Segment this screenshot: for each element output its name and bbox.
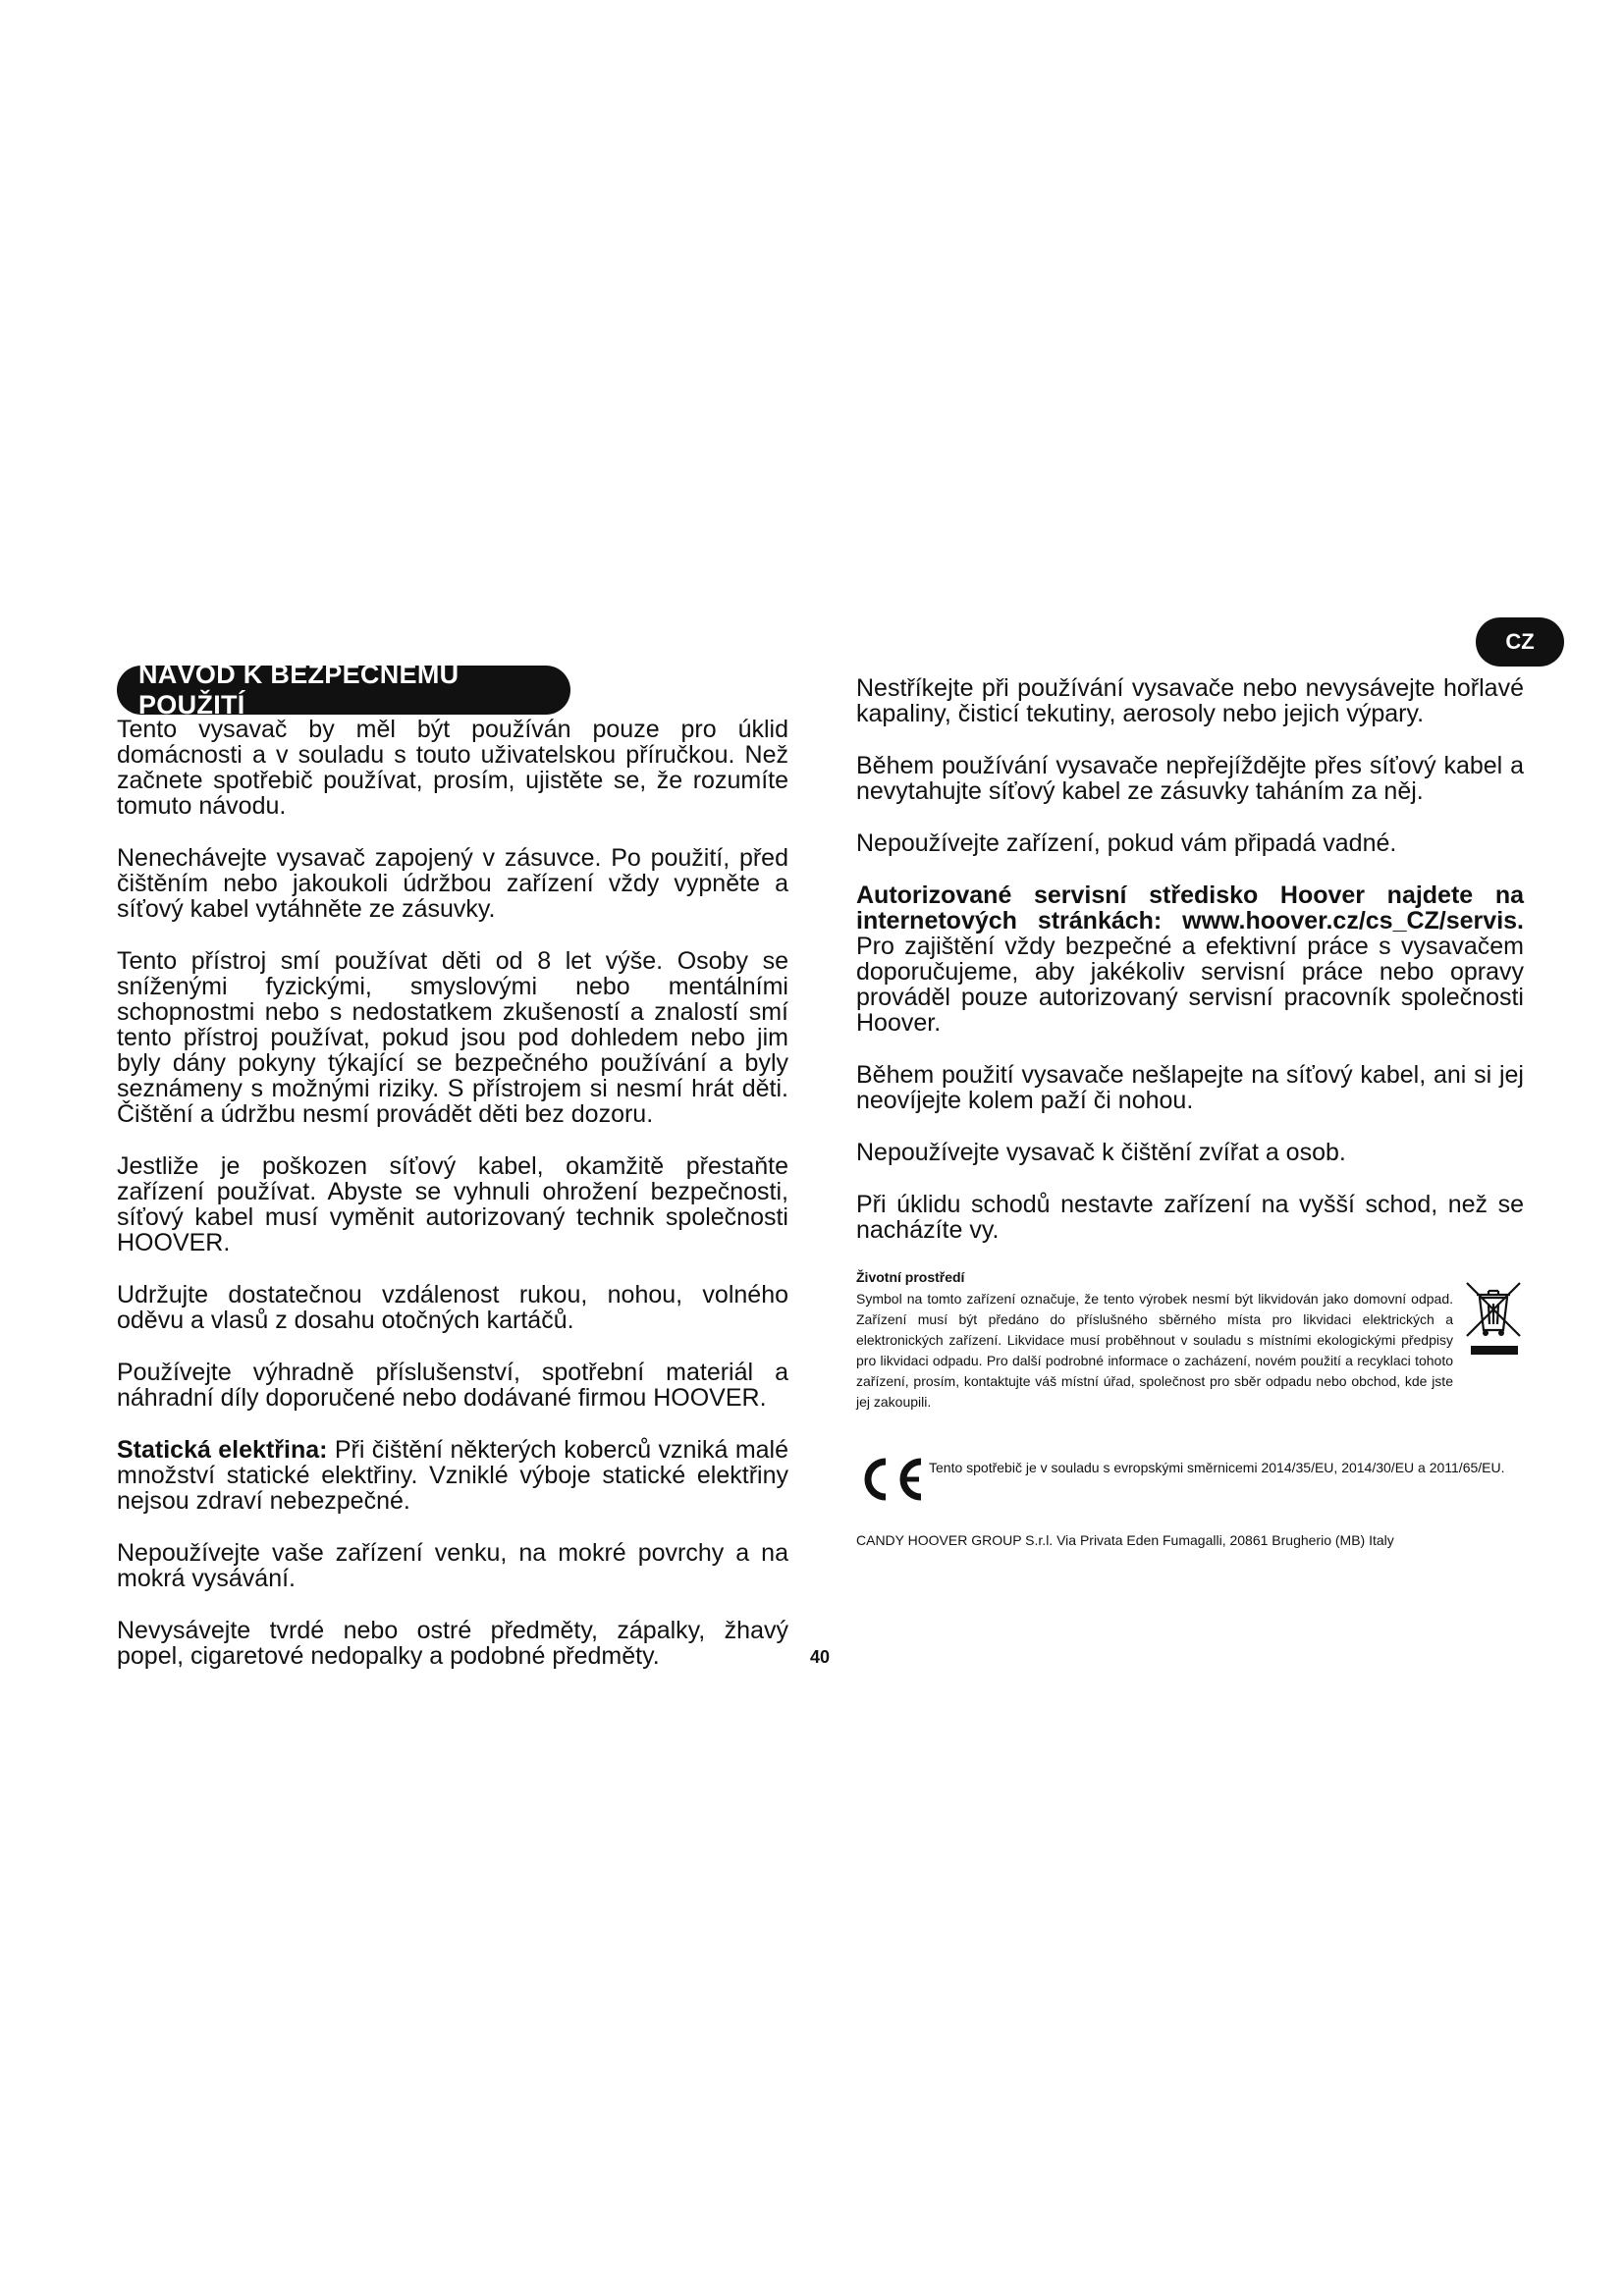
manufacturer-address: CANDY HOOVER GROUP S.r.l. Via Privata Eden Fumagalli, 20861 Brugherio (MB) Italy [856, 1532, 1394, 1548]
paragraph-outdoor: Nepoužívejte vaše zařízení venku, na mokré povrchy a na mokrá vysávání. [117, 1539, 788, 1592]
environment-section [856, 1269, 1524, 1413]
paragraph-stairs: Při úklidu schodů nestavte zařízení na vyšší schod, než se nacházíte vy. [856, 1191, 1524, 1244]
left-column [117, 717, 788, 1695]
ce-mark-icon [856, 1456, 925, 1503]
ce-compliance [856, 1456, 1524, 1503]
language-badge: CZ [1476, 617, 1564, 667]
ce-text: Tento spotřebič je v souladu s evropskými směrnicemi 2014/35/EU, 2014/30/EU a 2011/65/EU. [929, 1460, 1505, 1475]
service-heading: Autorizované servisní středisko Hoover najdete na internetových stránkách: www.hoover.cz/cs_CZ/servis. [856, 881, 1524, 934]
static-label: Statická elektřina: [117, 1436, 328, 1464]
service-text: Pro zajištění vždy bezpečné a efektivní práce s vysavačem doporučujeme, aby jakékoliv servisní práce nebo opravy prováděl pouze autorizovaný servisní pracovník společnosti Hoover. [856, 933, 1524, 1037]
paragraph-animals: Nepoužívejte vysavač k čištění zvířat a osob. [856, 1139, 1346, 1166]
page-number: 40 [809, 1647, 831, 1667]
paragraph-accessories: Používejte výhradně příslušenství, spotřební materiál a náhradní díly doporučené nebo dodávané firmou HOOVER. [117, 1359, 788, 1412]
paragraph-damaged-cable: Jestliže je poškozen síťový kabel, okamžitě přestaňte zařízení používat. Abyste se vyhnuli ohrožení bezpečnosti, síťový kabel musí vyměnit autorizovaný technik společnosti HOOVER. [117, 1152, 788, 1256]
paragraph-children: Tento přístroj smí používat děti od 8 let výše. Osoby se sníženými fyzickými, smyslovými nebo mentálními schopnostmi nebo s nedostatkem zkušeností a znalostí smí tento přístroj používat, pokud jsou pod dohledem nebo jim byly dány pokyny týkající se bezpečného používání a byly seznámeny s možnými riziky. S přístrojem si nesmí hrát děti. Čištění a údržbu nesmí provádět děti bez dozoru. [117, 947, 788, 1128]
paragraph-unplug: Nenechávejte vysavač zapojený v zásuvce. Po použití, před čištěním nebo jakoukoli údržbou zařízení vždy vypněte a síťový kabel vytáhněte ze zásuvky. [117, 844, 788, 923]
paragraph-brushes: Udržujte dostatečnou vzdálenost rukou, nohou, volného oděvu a vlasů z dosahu otočných kartáčů. [117, 1281, 788, 1334]
paragraph-hard-objects: Nevysávejte tvrdé nebo ostré předměty, zápalky, žhavý popel, cigaretové nedopalky a podobné předměty. [117, 1617, 788, 1670]
crossed-out-wheelie-bin-icon [1463, 1279, 1524, 1358]
environment-title: Životní prostředí [856, 1269, 965, 1285]
paragraph-cable-handling: Během používání vysavače nepřejíždějte přes síťový kabel a nevytahujte síťový kabel ze zásuvky taháním za něj. [856, 752, 1524, 805]
paragraph-flammable: Nestříkejte při používání vysavače nebo nevysávejte hořlavé kapaliny, čisticí tekutiny, aerosoly nebo jejich výpary. [856, 674, 1524, 727]
paragraph-cable-step: Během použití vysavače nešlapejte na síťový kabel, ani si jej neovíjejte kolem paží či nohou. [856, 1061, 1524, 1114]
static-text: Při čištění některých koberců vzniká malé množství statické elektřiny. Vzniklé výboje statické elektřiny nejsou zdraví nebezpečné. [117, 1436, 789, 1515]
paragraph-intended-use: Tento vysavač by měl být používán pouze pro úklid domácnosti a v souladu s touto uživatelskou příručkou. Než začnete spotřebič používat, prosím, ujistěte se, že rozumíte tomuto návodu. [117, 716, 788, 820]
section-title: NÁVOD K BEZPEČNÉMU POUŽITÍ [117, 666, 570, 715]
environment-text: Symbol na tomto zařízení označuje, že tento výrobek nesmí být likvidován jako domovní odpad. Zařízení musí být předáno do příslušného sběrného místa pro likvidaci elektrických a elektronických zařízení. Likvidace musí proběhnout v souladu s místními ekologickými předpisy pro likvidaci odpadu. Pro další podrobné informace o zacházení, novém použití a recyklaci tohoto zařízení, prosím, kontaktujte váš místní úřad, společnost pro sběr odpadu nebo obchod, kde jste jej zakoupili. [856, 1291, 1453, 1410]
paragraph-faulty: Nepoužívejte zařízení, pokud vám připadá vadné. [856, 829, 1397, 857]
paragraph-static [117, 1437, 788, 1514]
paragraph-service [856, 882, 1524, 1036]
right-column [856, 675, 1524, 1548]
